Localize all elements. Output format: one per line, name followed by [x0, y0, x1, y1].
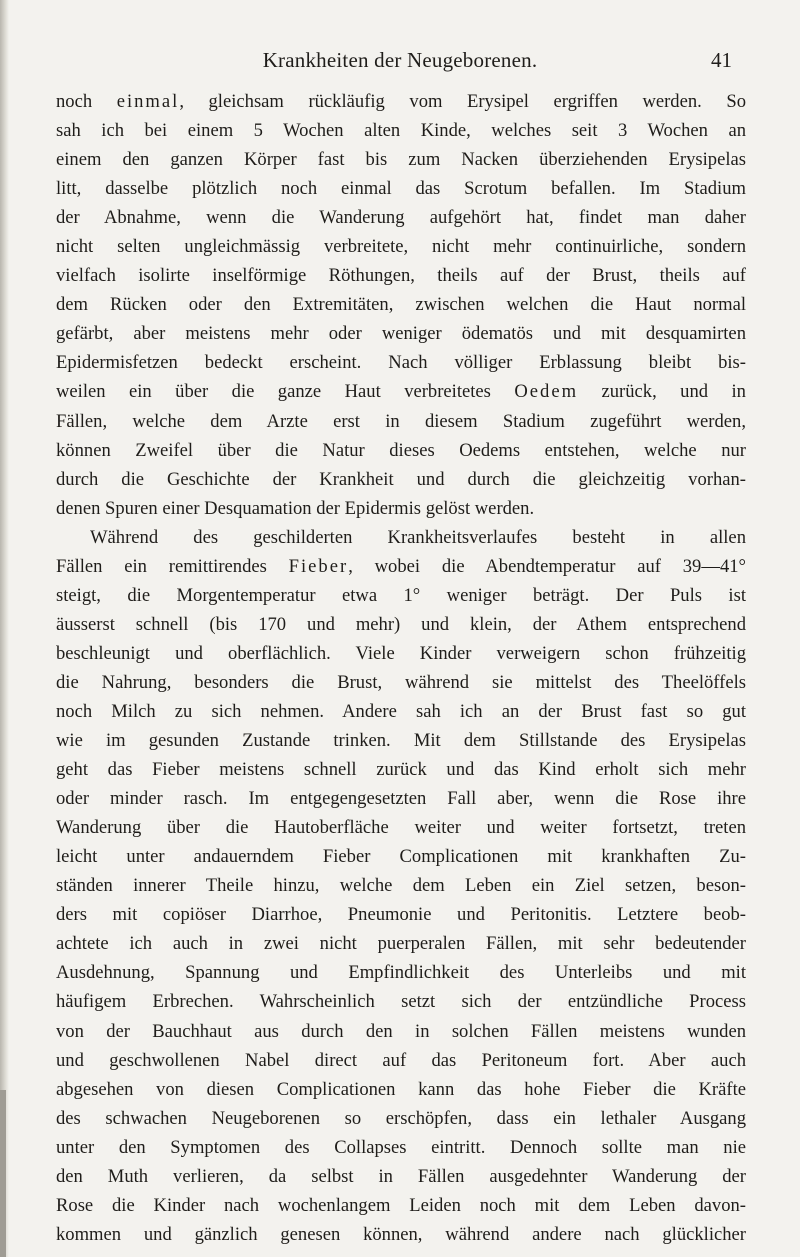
text-segment: Epidermisfetzen bedeckt erscheint. Nach völliger Erblassung bleibt bis- [56, 352, 746, 374]
text-segment: ders mit copiöser Diarrhoe, Pneumonie und Peritonitis. Letztere beob- [56, 904, 746, 926]
text-line [56, 436, 746, 465]
text-line [56, 348, 746, 377]
text-segment: des schwachen Neugeborenen so erschöpfen, dass ein lethaler Ausgang [56, 1107, 746, 1129]
text-line [56, 203, 746, 232]
text-segment: oder minder rasch. Im entgegengesetzten Fall aber, wenn die Rose ihre [56, 788, 746, 810]
text-line [56, 494, 746, 523]
text-line [56, 610, 746, 639]
text-line [56, 697, 746, 726]
text-segment: abgesehen von diesen Complicationen kann das hohe Fieber die Kräfte [56, 1078, 746, 1100]
text-line [56, 813, 746, 842]
text-segment: nicht selten ungleichmässig verbreitete, nicht mehr continuirliche, sondern [56, 236, 746, 258]
page-number: 41 [711, 48, 732, 72]
text-segment: Rose die Kinder nach wochenlangem Leiden noch mit dem Leben davon- [56, 1194, 746, 1216]
text-segment: den Muth verlieren, da selbst in Fällen ausgedehnter Wanderung der [56, 1165, 746, 1187]
running-head [60, 48, 740, 78]
text-line [56, 523, 746, 552]
text-segment: einem den ganzen Körper fast bis zum Nacken überziehenden Erysipelas [56, 149, 746, 171]
body-text [56, 87, 746, 1249]
text-line [56, 465, 746, 494]
text-line [56, 987, 746, 1016]
text-segment: geht das Fieber meistens schnell zurück und das Kind erholt sich mehr [56, 759, 746, 781]
text-line [56, 668, 746, 697]
text-segment: der Abnahme, wenn die Wanderung aufgehört hat, findet man daher [56, 207, 746, 229]
text-segment: dem Rücken oder den Extremitäten, zwischen welchen die Haut normal [56, 294, 746, 316]
text-segment: Während des geschilderten Krankheitsverlaufes besteht in allen [90, 526, 746, 548]
text-segment: litt, dasselbe plötzlich noch einmal das Scrotum befallen. Im Stadium [56, 178, 746, 200]
text-segment: weilen ein über die ganze Haut verbreitetes [56, 381, 515, 403]
text-line [56, 929, 746, 958]
text-line [56, 116, 746, 145]
text-line [56, 377, 746, 406]
text-segment: Ausdehnung, Spannung und Empfindlichkeit des Unterleibs und mit [56, 962, 746, 984]
text-line [56, 1075, 746, 1104]
text-line [56, 900, 746, 929]
text-segment: können Zweifel über die Natur dieses Oedems entstehen, welche nur [56, 439, 746, 461]
text-line [56, 958, 746, 987]
text-segment: beschleunigt und oberflächlich. Viele Kinder verweigern schon frühzeitig [56, 642, 746, 664]
text-segment: denen Spuren einer Desquamation der Epidermis gelöst werden. [56, 497, 535, 519]
text-segment: leicht unter andauerndem Fieber Complicationen mit krankhaften Zu- [56, 846, 746, 868]
emphasized-term: Fieber [288, 555, 349, 577]
text-line [56, 842, 746, 871]
text-line [56, 232, 746, 261]
text-segment: unter den Symptomen des Collapses eintritt. Dennoch sollte man nie [56, 1136, 746, 1158]
emphasized-term: einmal [116, 91, 180, 112]
text-line [56, 407, 746, 436]
text-segment: vielfach isolirte inselförmige Röthungen, theils auf der Brust, theils auf [56, 265, 746, 287]
text-segment: und geschwollenen Nabel direct auf das Peritoneum fort. Aber auch [56, 1049, 746, 1071]
text-segment: sah ich bei einem 5 Wochen alten Kinde, welches seit 3 Wochen an [56, 120, 746, 142]
text-line [56, 639, 746, 668]
text-segment: steigt, die Morgentemperatur etwa 1° weniger beträgt. Der Puls ist [56, 584, 746, 606]
text-segment: Fällen, welche dem Arzte erst in diesem Stadium zugeführt werden, [56, 410, 746, 432]
text-segment: achtete ich auch in zwei nicht puerperalen Fällen, mit sehr bedeutender [56, 933, 746, 955]
text-line [56, 871, 746, 900]
text-segment: von der Bauchhaut aus durch den in solchen Fällen meistens wunden [56, 1020, 746, 1042]
text-segment: ständen innerer Theile hinzu, welche dem Leben ein Ziel setzen, beson- [56, 875, 746, 897]
running-head-title: Krankheiten der Neugeborenen. [262, 48, 538, 72]
text-line [56, 1133, 746, 1162]
text-segment: Fällen ein remittirendes [56, 555, 289, 577]
text-line [56, 726, 746, 755]
text-segment: noch Milch zu sich nehmen. Andere sah ich an der Brust fast so gut [56, 700, 746, 722]
text-line [56, 552, 746, 581]
text-segment: , gleichsam rückläufig vom Erysipel ergriffen werden. So [179, 91, 746, 112]
text-segment: gefärbt, aber meistens mehr oder weniger ödematös und mit desquamirten [56, 323, 746, 345]
text-line [56, 784, 746, 813]
text-line [56, 1162, 746, 1191]
page-binding-shadow [0, 1090, 6, 1257]
text-segment: wie im gesunden Zustande trinken. Mit dem Stillstande des Erysipelas [56, 730, 746, 752]
text-line [56, 145, 746, 174]
text-line [56, 1046, 746, 1075]
text-line [56, 1017, 746, 1046]
text-line [56, 1220, 746, 1249]
text-segment: durch die Geschichte der Krankheit und durch die gleichzeitig vorhan- [56, 468, 746, 490]
text-segment: äusserst schnell (bis 170 und mehr) und klein, der Athem entsprechend [56, 613, 746, 635]
text-line [56, 581, 746, 610]
text-line [56, 1191, 746, 1220]
emphasized-term: Oedem [514, 381, 579, 403]
text-segment: kommen und gänzlich genesen können, während andere nach glücklicher [56, 1223, 746, 1245]
text-segment: , wobei die Abendtemperatur auf 39—41° [348, 555, 746, 577]
text-segment: noch [56, 91, 117, 112]
text-line [56, 174, 746, 203]
text-segment: die Nahrung, besonders die Brust, während sie mittelst des Theelöffels [56, 671, 746, 693]
text-line [56, 755, 746, 784]
page-binding-edge [0, 0, 9, 1257]
text-line [56, 319, 746, 348]
text-segment: zurück, und in [578, 381, 746, 403]
text-line [56, 261, 746, 290]
text-line [56, 87, 746, 116]
text-line [56, 1104, 746, 1133]
text-segment: häufigem Erbrechen. Wahrscheinlich setzt sich der entzündliche Process [56, 991, 746, 1013]
text-segment: Wanderung über die Hautoberfläche weiter und weiter fortsetzt, treten [56, 817, 746, 839]
text-line [56, 290, 746, 319]
